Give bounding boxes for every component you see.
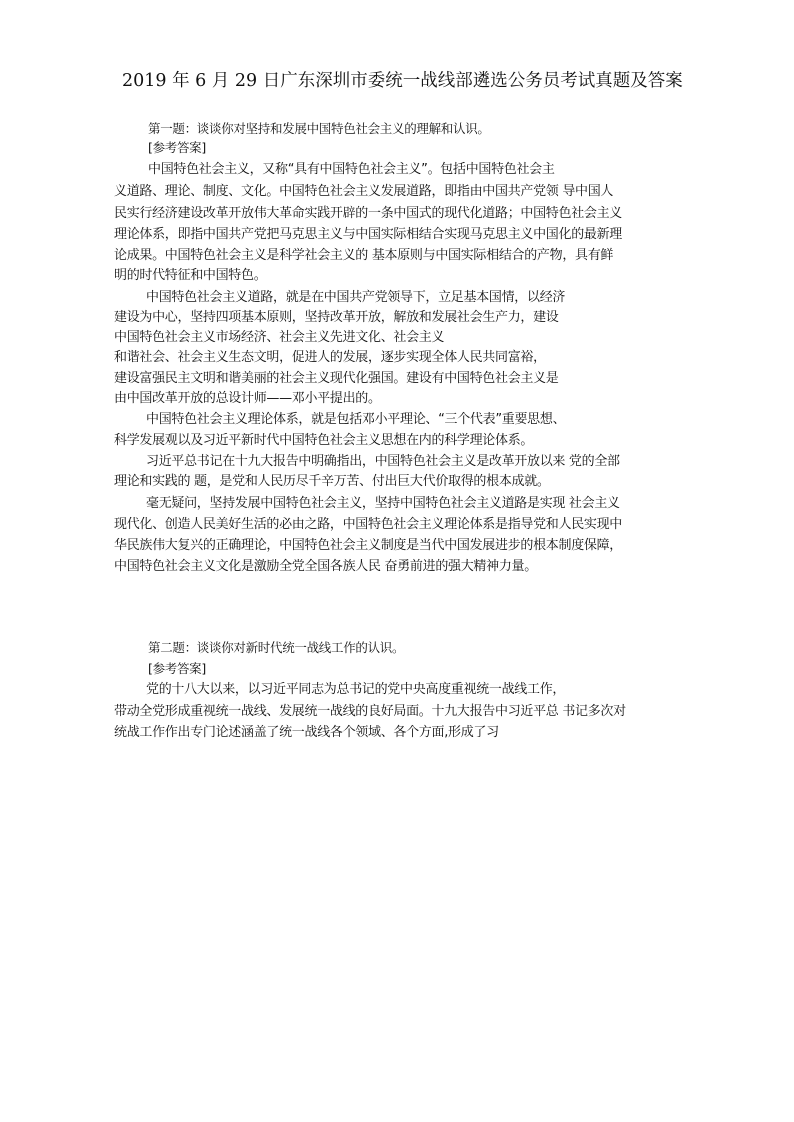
answer-1-line: 毫无疑问，坚持发展中国特色社会主义，坚持中国特色社会主义道路是实现 社会主义 [146, 496, 620, 511]
answer-2-line: 带动全党形成重视统一战线、发展统一战线的良好局面。十九大报告中习近平总 书记多次对 [114, 704, 626, 719]
answer-1-line: 华民族伟大复兴的正确理论，中国特色社会主义制度是当代中国发展进步的根本制度保障， [114, 538, 623, 553]
answer-1-line: 中国特色社会主义道路，就是在中国共产党领导下，立足基本国情，以经济 [146, 290, 566, 305]
answer-1-line: 习近平总书记在十九大报告中明确指出，中国特色社会主义是改革开放以来 党的全部 [146, 454, 620, 469]
answer-1-line: 现代化、创造人民美好生活的必由之路，中国特色社会主义理论体系是指导党和人民实现中 [114, 517, 623, 532]
question-2-label: 第二题：谈谈你对新时代统一战线工作的认识。 [148, 640, 405, 655]
answer-1-line: 和谐社会、社会主义生态文明，促进人的发展，逐步实现全体人民共同富裕， [114, 350, 546, 365]
question-1-reference-label: [参考答案] [148, 140, 206, 155]
answer-1-line: 中国特色社会主义，又称“具有中国特色社会主义”。包括中国特色社会主 [148, 162, 555, 177]
answer-2-line: 统战工作作出专门论述涵盖了统一战线各个领域、各个方面,形成了习 [114, 725, 499, 740]
answer-1-line: 中国特色社会主义文化是激励全党全国各族人民 奋勇前进的强大精神力量。 [114, 559, 537, 574]
answer-1-line: 科学发展观以及习近平新时代中国特色社会主义思想在内的科学理论体系。 [114, 433, 534, 448]
answer-1-line: 建设为中心，坚持四项基本原则，坚持改革开放，解放和发展社会生产力，建设 [114, 310, 559, 325]
answer-1-line: 论成果。中国特色社会主义是科学社会主义的 基本原则与中国实际相结合的产物，具有鲜 [114, 248, 614, 263]
page-title: 2019 年 6 月 29 日广东深圳市委统一战线部遴选公务员考试真题及答案 [122, 71, 683, 91]
answer-1-line: 由中国改革开放的总设计师——邓小平提出的。 [114, 391, 381, 406]
answer-1-line: 义道路、理论、制度、文化。中国特色社会主义发展道路，即指由中国共产党领 导中国人 [114, 184, 614, 199]
answer-1-line: 理论和实践的 题，是党和人民历尽千辛万苦、付出巨大代价取得的根本成就。 [114, 474, 550, 489]
answer-1-line: 中国特色社会主义理论体系，就是包括邓小平理论、“三个代表”重要思想、 [146, 412, 566, 427]
answer-1-line: 民实行经济建设改革开放伟大革命实践开辟的一条中国式的现代化道路；中国特色社会主义 [114, 206, 623, 221]
answer-1-line: 理论体系，即指中国共产党把马克思主义与中国实际相结合实现马克思主义中国化的最新理 [114, 227, 623, 242]
answer-1-line: 建设富强民主文明和谐美丽的社会主义现代化强国。建设有中国特色社会主义是 [114, 371, 559, 386]
answer-2-line: 党的十八大以来，以习近平同志为总书记的党中央高度重视统一战线工作， [146, 682, 566, 697]
question-1-label: 第一题：谈谈你对坚持和发展中国特色社会主义的理解和认识。 [148, 121, 490, 136]
answer-1-line: 中国特色社会主义市场经济、社会主义先进文化、社会主义 [114, 330, 445, 345]
question-2-reference-label: [参考答案] [148, 661, 206, 676]
answer-1-line: 明的时代特征和中国特色。 [114, 268, 267, 283]
